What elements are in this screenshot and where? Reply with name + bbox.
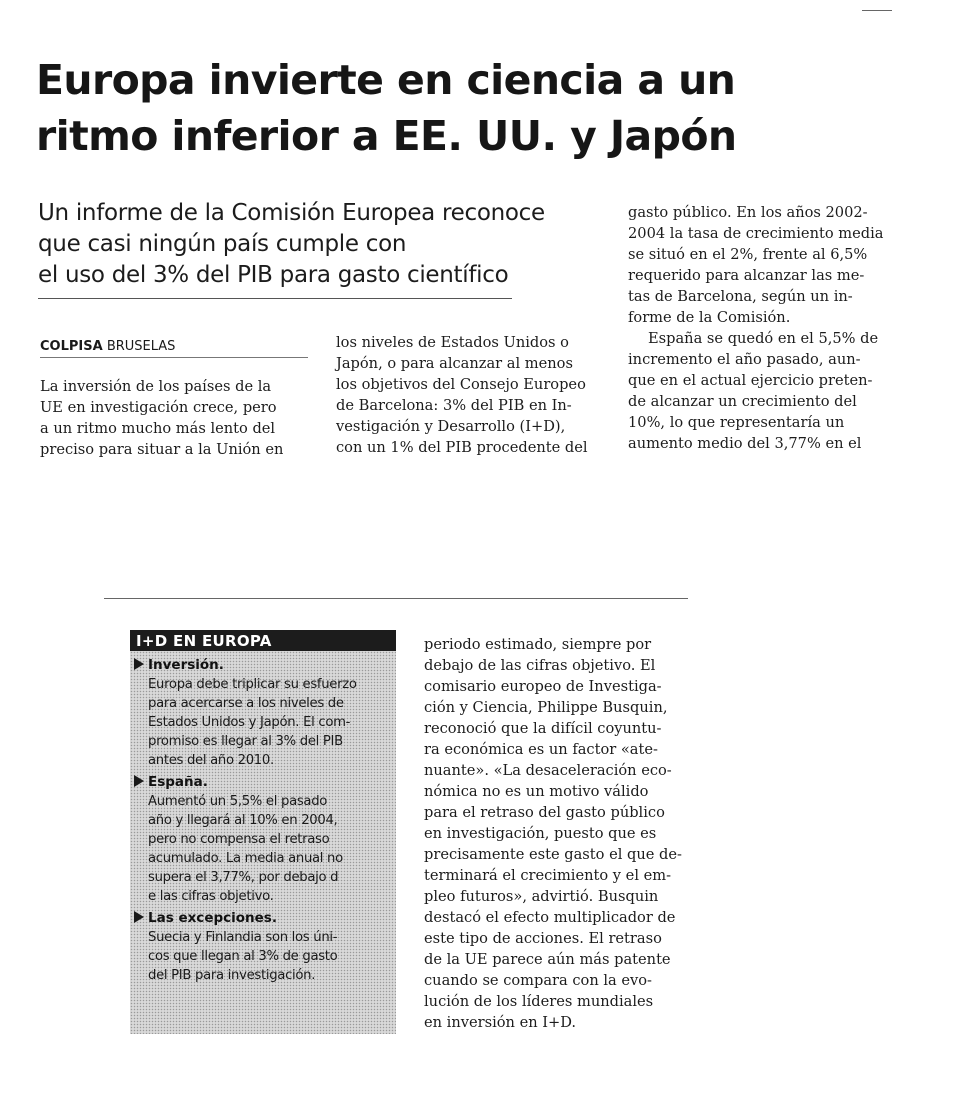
headline — [36, 52, 816, 164]
sidebar-text-line: Europa debe triplicar su esfuerzo — [148, 677, 357, 692]
text-line: UE en investigación crece, pero — [40, 399, 277, 416]
scan-speck — [862, 10, 892, 11]
text-line: pleo futuros», advirtió. Busquin — [424, 888, 659, 905]
triangle-bullet-icon — [134, 775, 144, 787]
sidebar-section-excepciones — [134, 908, 396, 985]
text-line: destacó el efecto multiplicador de — [424, 909, 676, 926]
text-line: preciso para situar a la Unión en — [40, 441, 284, 458]
byline-agency: COLPISA — [40, 339, 103, 354]
byline — [40, 338, 310, 356]
headline-line-1: Europa invierte en ciencia a un — [36, 56, 736, 104]
text-line: ción y Ciencia, Philippe Busquin, — [424, 699, 668, 716]
text-line: se situó en el 2%, frente al 6,5% — [628, 246, 868, 263]
text-line: incremento el año pasado, aun- — [628, 351, 861, 368]
text-line: reconoció que la difícil coyuntu- — [424, 720, 662, 737]
text-line: 2004 la tasa de crecimiento media — [628, 225, 884, 242]
subheadline — [38, 198, 613, 291]
byline-divider — [40, 357, 308, 358]
sidebar-text-line: del PIB para investigación. — [148, 968, 316, 983]
text-line: en inversión en I+D. — [424, 1014, 577, 1031]
text-line: periodo estimado, siempre por — [424, 636, 652, 653]
sidebar-text-line: acumulado. La media anual no — [148, 851, 343, 866]
sidebar-text-line: antes del año 2010. — [148, 753, 274, 768]
text-line: los objetivos del Consejo Europeo — [336, 376, 586, 393]
text-line: para el retraso del gasto público — [424, 804, 665, 821]
article-column-4 — [424, 634, 682, 1033]
text-line: de Barcelona: 3% del PIB en In- — [336, 397, 572, 414]
text-line: La inversión de los países de la — [40, 378, 272, 395]
text-line: Japón, o para alcanzar al menos — [336, 355, 573, 372]
text-line: los niveles de Estados Unidos o — [336, 334, 569, 351]
text-line: con un 1% del PIB procedente del — [336, 439, 588, 456]
text-line: ra económica es un factor «ate- — [424, 741, 658, 758]
text-line: tas de Barcelona, según un in- — [628, 288, 853, 305]
text-line: en investigación, puesto que es — [424, 825, 657, 842]
sidebar-text-line: supera el 3,77%, por debajo d — [148, 870, 339, 885]
article-column-2 — [336, 332, 588, 458]
text-line: cuando se compara con la evo- — [424, 972, 652, 989]
sidebar-section-espana — [134, 772, 396, 906]
sidebar-text-line: Estados Unidos y Japón. El com- — [148, 715, 351, 730]
text-line: de la UE parece aún más patente — [424, 951, 671, 968]
text-line: de alcanzar un crecimiento del — [628, 393, 857, 410]
byline-city: BRUSELAS — [106, 339, 176, 354]
text-line: comisario europeo de Investiga- — [424, 678, 662, 695]
subhead-line-3: el uso del 3% del PIB para gasto científico — [38, 262, 509, 288]
text-line: este tipo de acciones. El retraso — [424, 930, 662, 947]
subhead-divider — [38, 298, 512, 299]
sidebar-text-line: pero no compensa el retraso — [148, 832, 330, 847]
sidebar-text-line: Aumentó un 5,5% el pasado — [148, 794, 328, 809]
subhead-line-1: Un informe de la Comisión Europea reconoce — [38, 200, 545, 226]
sidebar-title: I+D EN EUROPA — [130, 630, 396, 651]
sidebar-text-line: para acercarse a los niveles de — [148, 696, 344, 711]
text-line: nuante». «La desaceleración eco- — [424, 762, 672, 779]
sidebar-text-line: promiso es llegar al 3% del PIB — [148, 734, 343, 749]
text-line: precisamente este gasto el que de- — [424, 846, 682, 863]
sidebar-body — [130, 651, 396, 985]
article-column-1 — [40, 376, 283, 460]
text-line: a un ritmo mucho más lento del — [40, 420, 276, 437]
sidebar-text-line: año y llegará al 10% en 2004, — [148, 813, 338, 828]
text-line: terminará el crecimiento y el em- — [424, 867, 672, 884]
headline-line-2: ritmo inferior a EE. UU. y Japón — [36, 112, 737, 160]
sidebar-text-line: Suecia y Finlandia son los úni- — [148, 930, 338, 945]
triangle-bullet-icon — [134, 658, 144, 670]
text-line: aumento medio del 3,77% en el — [628, 435, 862, 452]
triangle-bullet-icon — [134, 911, 144, 923]
sidebar-section-heading: Las excepciones. — [134, 908, 396, 928]
sidebar-section-heading: Inversión. — [134, 655, 396, 675]
sidebar-section-inversion — [134, 655, 396, 770]
text-line: España se quedó en el 5,5% de — [648, 330, 879, 347]
sidebar-box — [130, 630, 396, 1034]
sidebar-text-line: cos que llegan al 3% de gasto — [148, 949, 338, 964]
subhead-line-2: que casi ningún país cumple con — [38, 231, 407, 257]
section-divider — [104, 598, 688, 599]
text-line: requerido para alcanzar las me- — [628, 267, 865, 284]
text-line: debajo de las cifras objetivo. El — [424, 657, 656, 674]
article-column-3 — [628, 202, 883, 454]
text-line: 10%, lo que representaría un — [628, 414, 845, 431]
text-line: que en el actual ejercicio preten- — [628, 372, 873, 389]
sidebar-text-line: e las cifras objetivo. — [148, 889, 274, 904]
sidebar-section-heading: España. — [134, 772, 396, 792]
text-line: lución de los líderes mundiales — [424, 993, 654, 1010]
text-line: nómica no es un motivo válido — [424, 783, 649, 800]
text-line: gasto público. En los años 2002- — [628, 204, 868, 221]
text-line: forme de la Comisión. — [628, 309, 791, 326]
text-line: vestigación y Desarrollo (I+D), — [336, 418, 566, 435]
